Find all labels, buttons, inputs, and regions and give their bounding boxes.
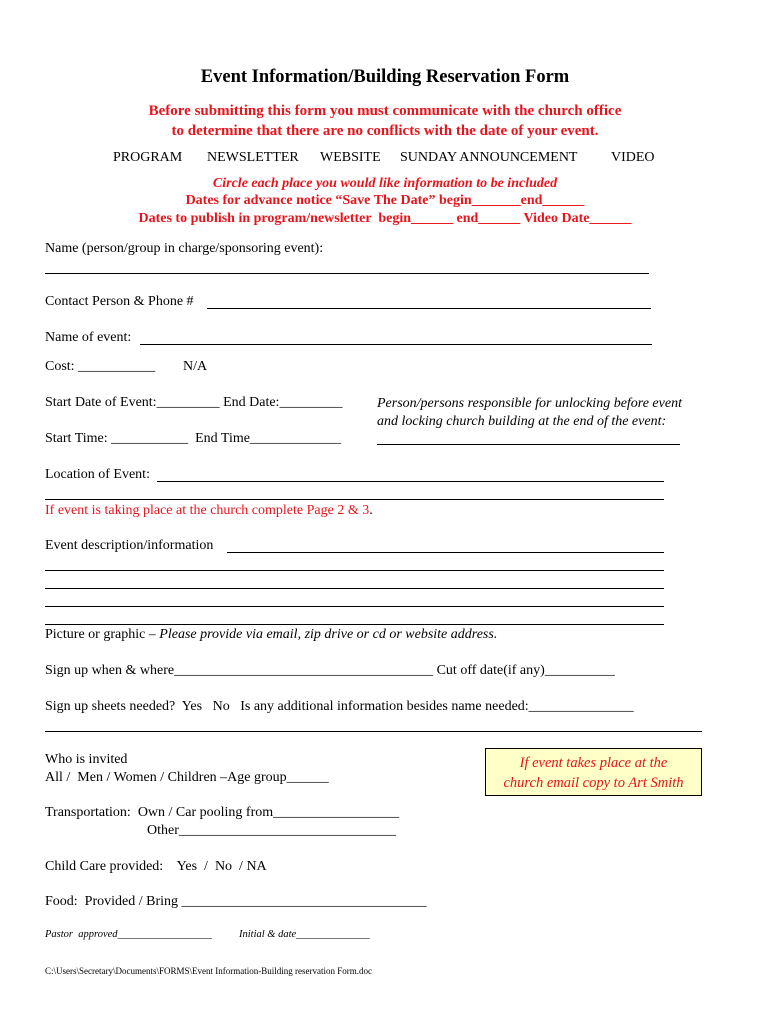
circle-instruction: Circle each place you would like information to be included — [212, 176, 558, 191]
channel-program[interactable]: PROGRAM — [113, 150, 183, 165]
transport-fields[interactable]: Transportation: Own / Car pooling from__________________ — [45, 805, 400, 820]
church-note-period: . — [369, 503, 373, 518]
publish-dates[interactable]: Dates to publish in program/newsletter begin______ end______ Video Date______ — [138, 211, 632, 226]
start-end-date-fields[interactable]: Start Date of Event:_________ End Date:_________ — [45, 395, 343, 410]
invited-label: Who is invited — [45, 752, 128, 767]
event-name-field[interactable] — [140, 344, 652, 345]
email-box-line-1: If event takes place at the — [519, 755, 668, 771]
file-path-footer: C:\Users\Secretary\Documents\FORMS\Event Information-Building reservation Form.doc — [45, 966, 372, 976]
cost-na: N/A — [183, 359, 208, 374]
responsible-field[interactable] — [377, 444, 680, 445]
form-title: Event Information/Building Reservation Form — [200, 67, 570, 87]
picture-row — [45, 627, 497, 643]
responsible-label-2: and locking church building at the end of the event: — [377, 414, 667, 429]
picture-hint: Please provide via email, zip drive or cd or website address. — [159, 627, 498, 642]
description-field-2[interactable] — [45, 570, 664, 571]
description-field-4[interactable] — [45, 606, 664, 607]
advance-notice-dates[interactable]: Dates for advance notice “Save The Date” begin_______end______ — [185, 193, 585, 208]
channel-website[interactable]: WEBSITE — [320, 150, 381, 165]
description-field-5[interactable] — [45, 624, 664, 625]
channel-sunday-announcement[interactable]: SUNDAY ANNOUNCEMENT — [400, 150, 578, 165]
signup-sheets-fields[interactable]: Sign up sheets needed? Yes No Is any additional information besides name needed:_______________ — [45, 699, 634, 714]
picture-label: Picture or graphic – — [45, 627, 160, 642]
event-name-label: Name of event: — [45, 330, 132, 345]
contact-label: Contact Person & Phone # — [45, 294, 194, 309]
channel-newsletter[interactable]: NEWSLETTER — [207, 150, 299, 165]
name-label: Name (person/group in charge/sponsoring event): — [45, 241, 324, 256]
responsible-label-1: Person/persons responsible for unlocking before event — [377, 396, 682, 411]
cost-field[interactable]: Cost: ___________ — [45, 359, 156, 374]
contact-field[interactable] — [207, 308, 651, 309]
name-field[interactable] — [45, 273, 649, 274]
signup-extra-field[interactable] — [45, 731, 702, 732]
location-field[interactable] — [157, 481, 664, 482]
email-copy-note-box — [485, 748, 702, 796]
signup-fields[interactable]: Sign up when & where_____________________________________ Cut off date(if any)__________ — [45, 663, 615, 678]
notice-line-1: Before submitting this form you must communicate with the church office — [148, 103, 622, 119]
notice-line-2: to determine that there are no conflicts with the date of your event. — [171, 123, 599, 139]
food-field[interactable]: Food: Provided / Bring ___________________________________ — [45, 894, 427, 909]
description-field-3[interactable] — [45, 588, 664, 589]
transport-other-field[interactable]: Other_______________________________ — [147, 823, 396, 838]
start-end-time-fields[interactable]: Start Time: ___________ End Time_____________ — [45, 431, 341, 446]
church-note — [45, 503, 373, 519]
church-note-text: If event is taking place at the church complete Page 2 & 3 — [45, 503, 370, 518]
initial-date-field[interactable]: Initial & date______________ — [239, 929, 370, 940]
childcare-field[interactable]: Child Care provided: Yes / No / NA — [45, 859, 267, 874]
description-label: Event description/information — [45, 538, 214, 553]
description-field-1[interactable] — [227, 552, 664, 553]
pastor-approved-field[interactable]: Pastor approved__________________ — [45, 929, 213, 940]
location-label: Location of Event: — [45, 467, 150, 482]
channel-video[interactable]: VIDEO — [611, 150, 655, 165]
location-field-2[interactable] — [45, 499, 664, 500]
invited-options[interactable]: All / Men / Women / Children –Age group______ — [45, 770, 329, 785]
email-box-line-2: church email copy to Art Smith — [503, 775, 684, 791]
